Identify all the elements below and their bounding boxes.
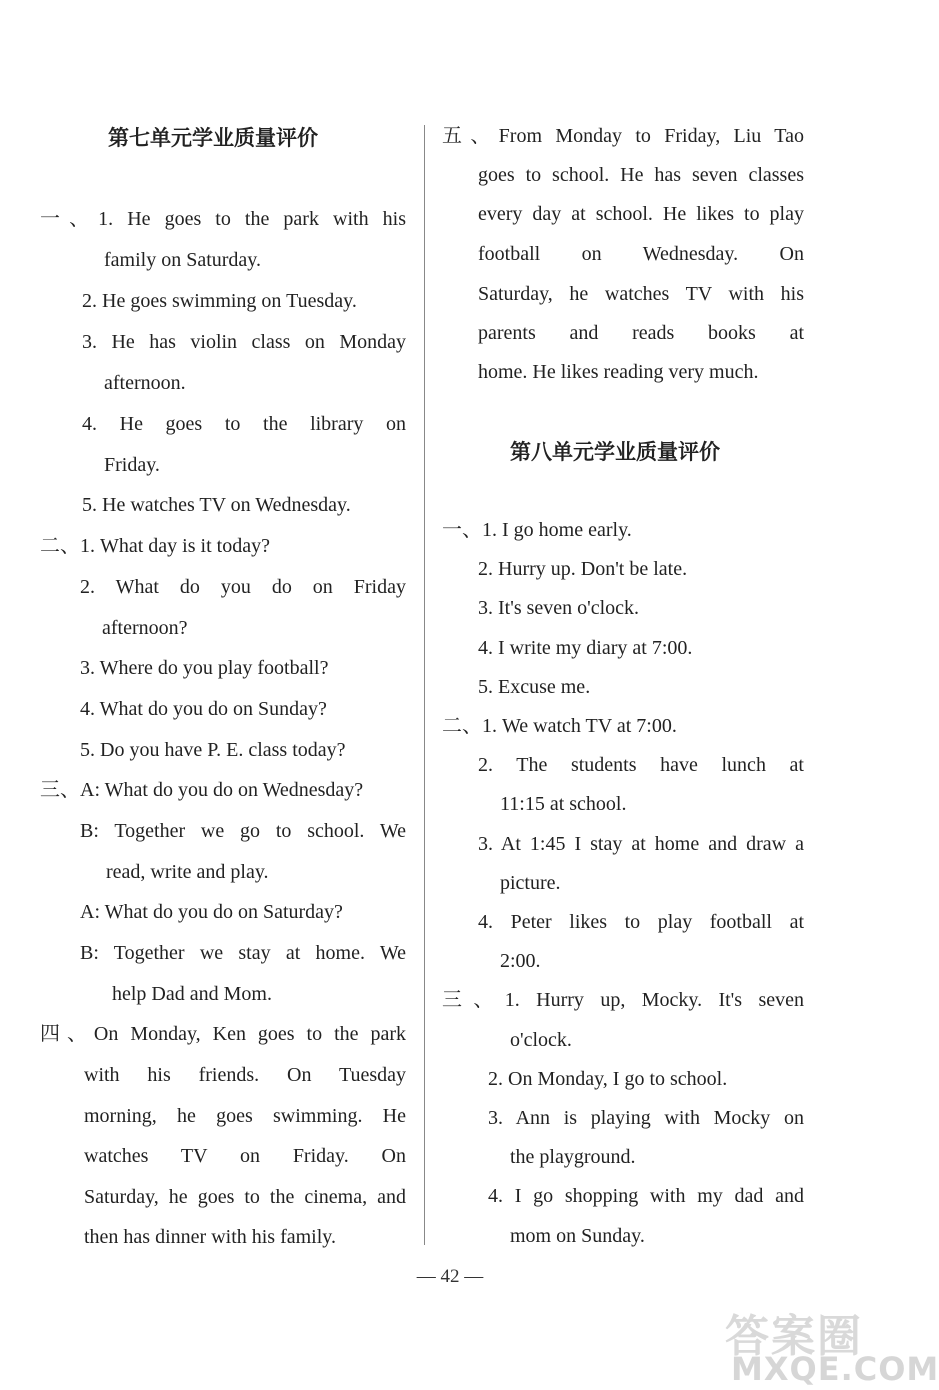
left-line: afternoon? [102,617,188,639]
left-line: read, write and play. [106,861,269,883]
left-line: 5. He watches TV on Wednesday. [82,494,351,516]
right-line: 4. I write my diary at 7:00. [478,637,693,659]
right-line: 2. Hurry up. Don't be late. [478,558,688,580]
left-line: help Dad and Mom. [112,983,272,1005]
right-line: 3. Ann is playing with Mocky on [488,1107,804,1129]
right-line: 2:00. [500,950,541,972]
left-line: 二、1. What day is it today? [40,535,270,557]
left-line: 四、On Monday, Ken goes to the park [40,1023,406,1045]
right-line: the playground. [510,1146,636,1168]
left-line: Saturday, he goes to the cinema, and [84,1186,406,1208]
left-line: then has dinner with his family. [84,1226,336,1248]
left-line: 一、1. He goes to the park with his [40,208,406,230]
right-line: 3. It's seven o'clock. [478,597,640,619]
left-line: B: Together we go to school. We [80,820,406,842]
right-line: 三、1. Hurry up, Mocky. It's seven [442,989,804,1011]
right-line: home. He likes reading very much. [478,361,759,383]
left-line: 4. What do you do on Sunday? [80,698,327,720]
left-line: 3. Where do you play football? [80,657,329,679]
left-line: B: Together we stay at home. We [80,942,406,964]
left-line: 3. He has violin class on Monday [82,331,406,353]
right-line: picture. [500,872,561,894]
page-number: — 42 — [416,1266,484,1287]
left-column [40,0,412,1290]
column-divider [424,125,425,1245]
right-line: goes to school. He has seven classes [478,164,804,186]
right-line: 2. The students have lunch at [478,754,804,776]
left-line: family on Saturday. [104,249,262,271]
left-line: 5. Do you have P. E. class today? [80,739,346,761]
left-line: morning, he goes swimming. He [84,1105,406,1127]
left-line: with his friends. On Tuesday [84,1064,406,1086]
right-line: 一、1. I go home early. [442,519,632,541]
right-line: 2. On Monday, I go to school. [488,1068,728,1090]
right-line: Saturday, he watches TV with his [478,283,804,305]
right-line: mom on Sunday. [510,1225,645,1247]
left-line: Friday. [104,454,160,476]
watermark-url: MXQE.COM [731,1350,939,1388]
right-line: o'clock. [510,1029,572,1051]
right-line: 二、1. We watch TV at 7:00. [442,715,677,737]
left-line: afternoon. [104,372,186,394]
left-line: watches TV on Friday. On [84,1145,406,1167]
right-line: parents and reads books at [478,322,804,344]
right-line: every day at school. He likes to play [478,203,804,225]
unit-8-heading: 第八单元学业质量评价 [510,440,720,464]
unit-7-heading: 第七单元学业质量评价 [108,126,318,150]
right-line: 五、From Monday to Friday, Liu Tao [442,125,804,147]
right-line: football on Wednesday. On [478,243,804,265]
watermark-logo-text: 答案圈 [725,1311,863,1362]
left-line: 三、A: What do you do on Wednesday? [40,779,364,801]
right-line: 4. I go shopping with my dad and [488,1185,804,1207]
right-column [442,0,812,1290]
right-line: 5. Excuse me. [478,676,591,698]
right-line: 4. Peter likes to play football at [478,911,804,933]
left-line: 2. What do you do on Friday [80,576,406,598]
left-line: A: What do you do on Saturday? [80,901,343,923]
left-line: 2. He goes swimming on Tuesday. [82,290,357,312]
right-line: 3. At 1:45 I stay at home and draw a [478,833,804,855]
watermark-logo [725,1300,939,1390]
left-line: 4. He goes to the library on [82,413,406,435]
right-line: 11:15 at school. [500,793,627,815]
